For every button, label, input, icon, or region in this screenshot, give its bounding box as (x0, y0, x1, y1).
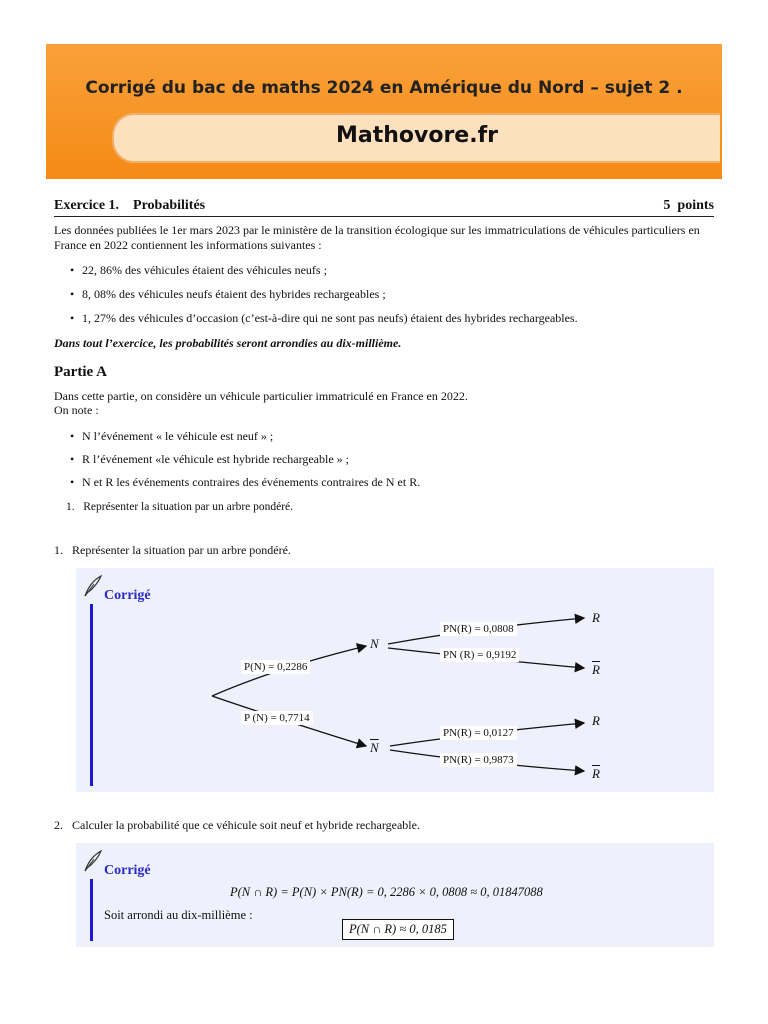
probability-formula: P(N ∩ R) = P(N) × PN(R) = 0, 2286 × 0, 0808 ≈ 0, 01847088 (230, 885, 543, 899)
corrige-label: Corrigé (104, 863, 151, 878)
exercise-title: Exercice 1. Probabilités (54, 198, 206, 213)
tree-leaf-r1: R (592, 610, 600, 625)
tree-label-p-nbar: P (N) = 0,7714 (241, 711, 313, 725)
corrige-label: Corrigé (104, 588, 151, 603)
corrige-bar (90, 879, 93, 941)
list-item: • R l’événement «le véhicule est hybride rechargeable » ; (72, 452, 349, 467)
banner-title: Corrigé du bac de maths 2024 en Amérique du Nord – sujet 2 . (85, 78, 683, 98)
tree-node-nbar: $\overline{N}$ (370, 740, 379, 755)
site-name[interactable]: Mathovore.fr (335, 123, 499, 148)
question-1: 1. Représenter la situation par un arbre pondéré. (54, 543, 291, 557)
question-1-small: 1. Représenter la situation par un arbre pondéré. (66, 501, 294, 513)
probability-tree (76, 568, 714, 792)
tree-label-pn-rbar: PN (R) = 0,9192 (440, 648, 519, 662)
quill-icon (82, 849, 104, 873)
site-name-pill (112, 113, 720, 163)
tree-node-n: N (370, 636, 379, 651)
tree-leaf-rbar1: $\overline{R}$ (592, 662, 600, 677)
header-banner (46, 44, 722, 179)
tree-label-pn-r: PN(R) = 0,0808 (440, 622, 517, 636)
tree-label-pnbar-r: PN(R) = 0,0127 (440, 726, 517, 740)
corrige-box-2 (76, 843, 714, 947)
exercise-points: 5 points (663, 198, 714, 213)
partie-a-intro-1: Dans cette partie, on considère un véhicule particulier immatriculé en France en 2022. (54, 389, 468, 403)
partie-a-intro-2: On note : (54, 403, 99, 417)
list-item: • N l’événement « le véhicule est neuf » ; (72, 429, 273, 444)
rounded-text: Soit arrondi au dix-millième : (104, 908, 253, 922)
intro-line-1: Les données publiées le 1er mars 2023 par le ministère de la transition écologique sur les immatriculations de véhicules particuliers en (54, 223, 700, 237)
question-2: 2. Calculer la probabilité que ce véhicule soit neuf et hybride rechargeable. (54, 818, 420, 832)
intro-line-2: France en 2022 contiennent les informations suivantes : (54, 238, 322, 252)
tree-leaf-rbar2: $\overline{R}$ (592, 766, 600, 781)
tree-label-pnbar-rbar: PN(R) = 0,9873 (440, 753, 517, 767)
rounding-note: Dans tout l’exercice, les probabilités seront arrondies au dix-millième. (54, 336, 402, 350)
list-item: • 8, 08% des véhicules neufs étaient des hybrides rechargeables ; (72, 287, 386, 302)
corrige-box-1 (76, 568, 714, 792)
tree-leaf-r2: R (592, 713, 600, 728)
list-item: • 1, 27% des véhicules d’occasion (c’est-à-dire qui ne sont pas neufs) étaient des hybrides rechargeables. (72, 311, 578, 326)
tree-label-p-n: P(N) = 0,2286 (241, 660, 310, 674)
list-item: • N et R les événements contraires des événements contraires de N et R. (72, 475, 420, 490)
list-item: • 22, 86% des véhicules étaient des véhicules neufs ; (72, 263, 327, 278)
boxed-result: P(N ∩ R) ≈ 0, 0185 (342, 919, 454, 940)
exercise-header (54, 198, 714, 217)
section-title-partie-a: Partie A (54, 364, 107, 380)
